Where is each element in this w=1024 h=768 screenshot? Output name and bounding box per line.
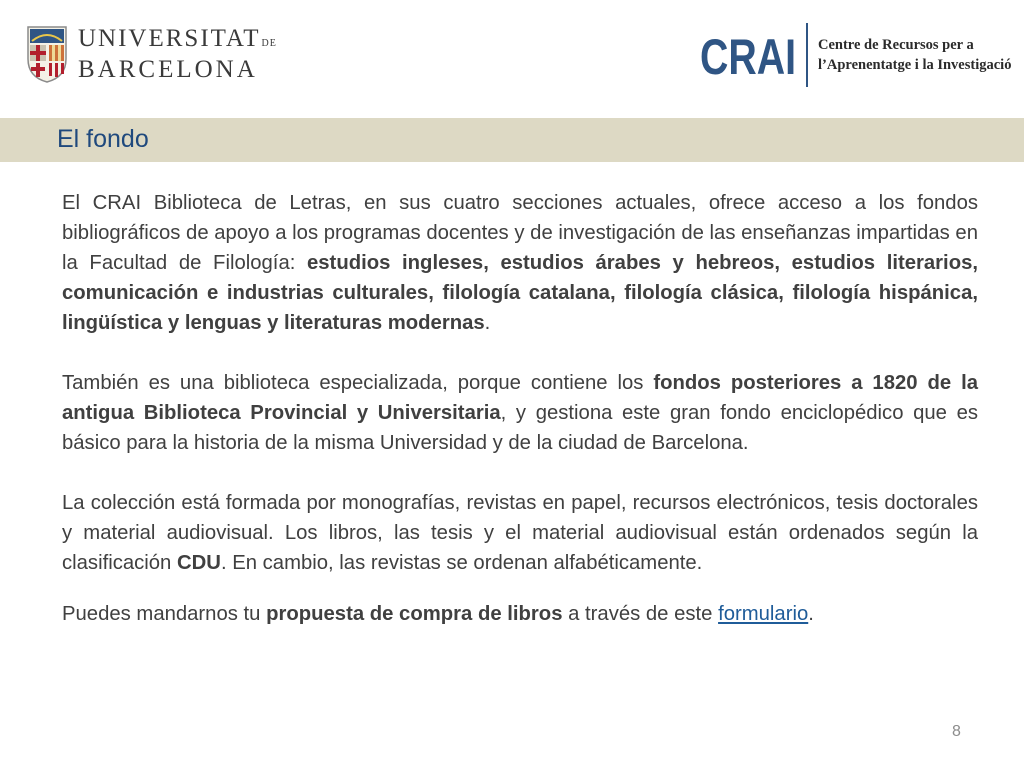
crai-wordmark [700, 29, 796, 85]
slide-title: El fondo [57, 125, 149, 153]
university-name-line1: UNIVERSITAT [78, 25, 261, 52]
university-shield-icon [26, 25, 68, 83]
paragraph-collection-overview [62, 188, 978, 338]
form-link[interactable]: formulario [718, 603, 809, 625]
p2-end: , y gestiona este gran fondo enciclopédico que es básico para la historia de la misma Universidad y de la ciudad de Barcelona. [62, 402, 978, 454]
crai-full-name [818, 35, 1011, 75]
p3-end: . En cambio, las revistas se ordenan alfabéticamente. [220, 552, 703, 574]
crai-name-line1: Centre de Recursos per a [818, 37, 974, 53]
university-name-line2: BARCELONA [78, 56, 258, 83]
university-name-de: DE [261, 38, 277, 49]
slide-header [0, 0, 1024, 118]
svg-text:CRAI: CRAI [700, 29, 796, 85]
p4-end: . [808, 603, 814, 625]
crai-name-line2: l’Aprenentatge i la Investigació [818, 57, 1012, 73]
p2-text: También es una biblioteca especializada, porque contiene los [62, 372, 654, 394]
p1-text: El CRAI Biblioteca de Letras, en sus cuatro secciones actuales, ofrece acceso a los fondos bibliográficos de apoyo a los programas docentes y de investigación de las enseñanzas impartidas en la Facultad de Filología: [62, 192, 978, 274]
university-logo [26, 25, 277, 83]
crai-divider [806, 23, 808, 87]
paragraph-special-library [62, 368, 978, 458]
title-bar [0, 118, 1024, 162]
page-number: 8 [952, 723, 961, 740]
crai-logo [700, 22, 1011, 88]
p3-text: La colección está formada por monografías, revistas en papel, recursos electrónicos, tesis doctorales y material audiovisual. Los libros, las tesis y el material audiovisual están ordenados según la clasificación [62, 492, 978, 574]
p4-text: Puedes mandarnos tu [62, 603, 267, 625]
university-wordmark [78, 25, 277, 83]
paragraph-collection-types [62, 488, 978, 578]
p3-cdu: CDU [176, 552, 221, 574]
p4-highlight: propuesta de compra de libros [266, 603, 563, 625]
p4-text-2: a través de este [562, 603, 719, 625]
slide-body [62, 188, 978, 629]
p1-subjects: estudios ingleses, estudios árabes y hebreos, estudios literarios, comunicación e industrias culturales, filología catalana, filología clásica, filología hispánica, lingüística y lenguas y literaturas modernas [62, 252, 978, 334]
p2-highlight: fondos posteriores a 1820 de la antigua Biblioteca Provincial y Universitaria [62, 372, 978, 424]
paragraph-purchase-request [62, 599, 978, 629]
p1-end: . [484, 312, 491, 334]
